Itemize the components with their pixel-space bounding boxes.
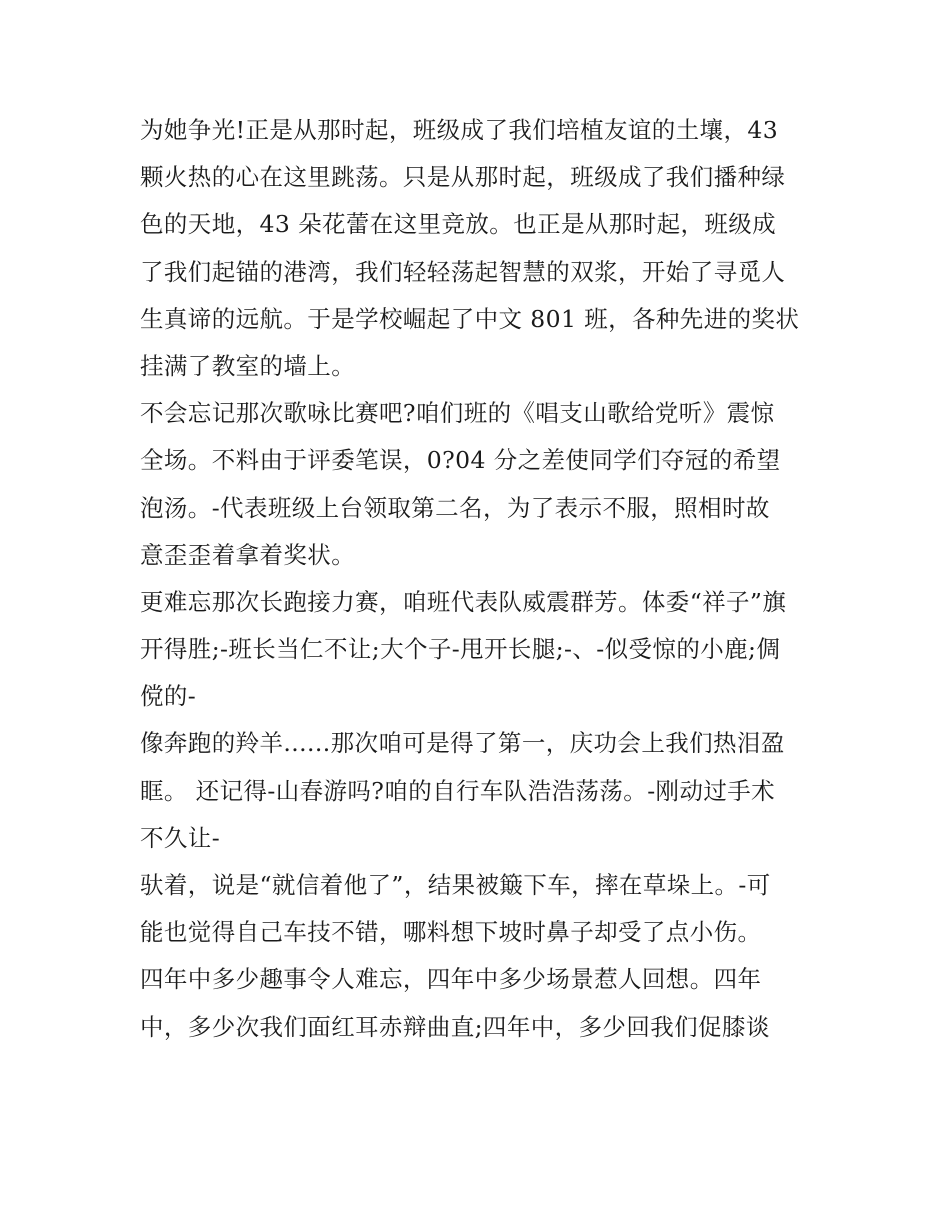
text-line: 驮着，说是“就信着他了”，结果被簸下车，摔在草垛上。-可 (140, 871, 771, 899)
text-line: 四年中多少趣事令人难忘，四年中多少场景惹人回想。四年 (140, 965, 762, 994)
text-line: 色的天地，43 朵花蕾在这里竞放。也正是从那时起，班级成 (140, 210, 777, 239)
text-line: 了我们起锚的港湾，我们轻轻荡起智慧的双浆，开始了寻觅人 (140, 257, 786, 286)
text-line: 为她争光!正是从那时起，班级成了我们培植友谊的土壤，43 (140, 116, 779, 144)
text-line: 意歪歪着拿着奖状。 (140, 540, 356, 569)
text-line: 开得胜;-班长当仁不让;大个子-甩开长腿;-、-似受惊的小鹿;倜 (140, 635, 781, 664)
text-line: 泡汤。-代表班级上台领取第二名，为了表示不服，照相时故 (140, 493, 770, 522)
document-body (140, 107, 820, 1051)
text-line: 傥的- (140, 682, 197, 711)
text-line: 全场。不料由于评委笔误，0?04 分之差使同学们夺冠的希望 (140, 446, 781, 475)
text-line: 生真谛的远航。于是学校崛起了中文 801 班，各种先进的奖状 (140, 304, 800, 333)
text-line: 能也觉得自己车技不错，哪料想下坡时鼻子却受了点小伤。 (140, 918, 762, 947)
text-line: 挂满了教室的墙上。 (140, 351, 356, 380)
text-line: 不久让- (140, 823, 221, 852)
text-line: 不会忘记那次歌咏比赛吧?咱们班的《唱支山歌给党听》震惊 (140, 399, 775, 428)
text-line: 颗火热的心在这里跳荡。只是从那时起，班级成了我们播种绿 (140, 163, 786, 192)
text-line: 眶。 还记得-山春游吗?咱的自行车队浩浩荡荡。-刚动过手术 (140, 776, 776, 805)
text-line: 像奔跑的羚羊......那次咱可是得了第一，庆功会上我们热泪盈 (140, 729, 785, 758)
text-line: 更难忘那次长跑接力赛，咱班代表队威震群芳。体委“祥子”旗 (140, 587, 787, 616)
text-line: 中，多少次我们面红耳赤辩曲直;四年中，多少回我们促膝谈 (140, 1012, 770, 1041)
